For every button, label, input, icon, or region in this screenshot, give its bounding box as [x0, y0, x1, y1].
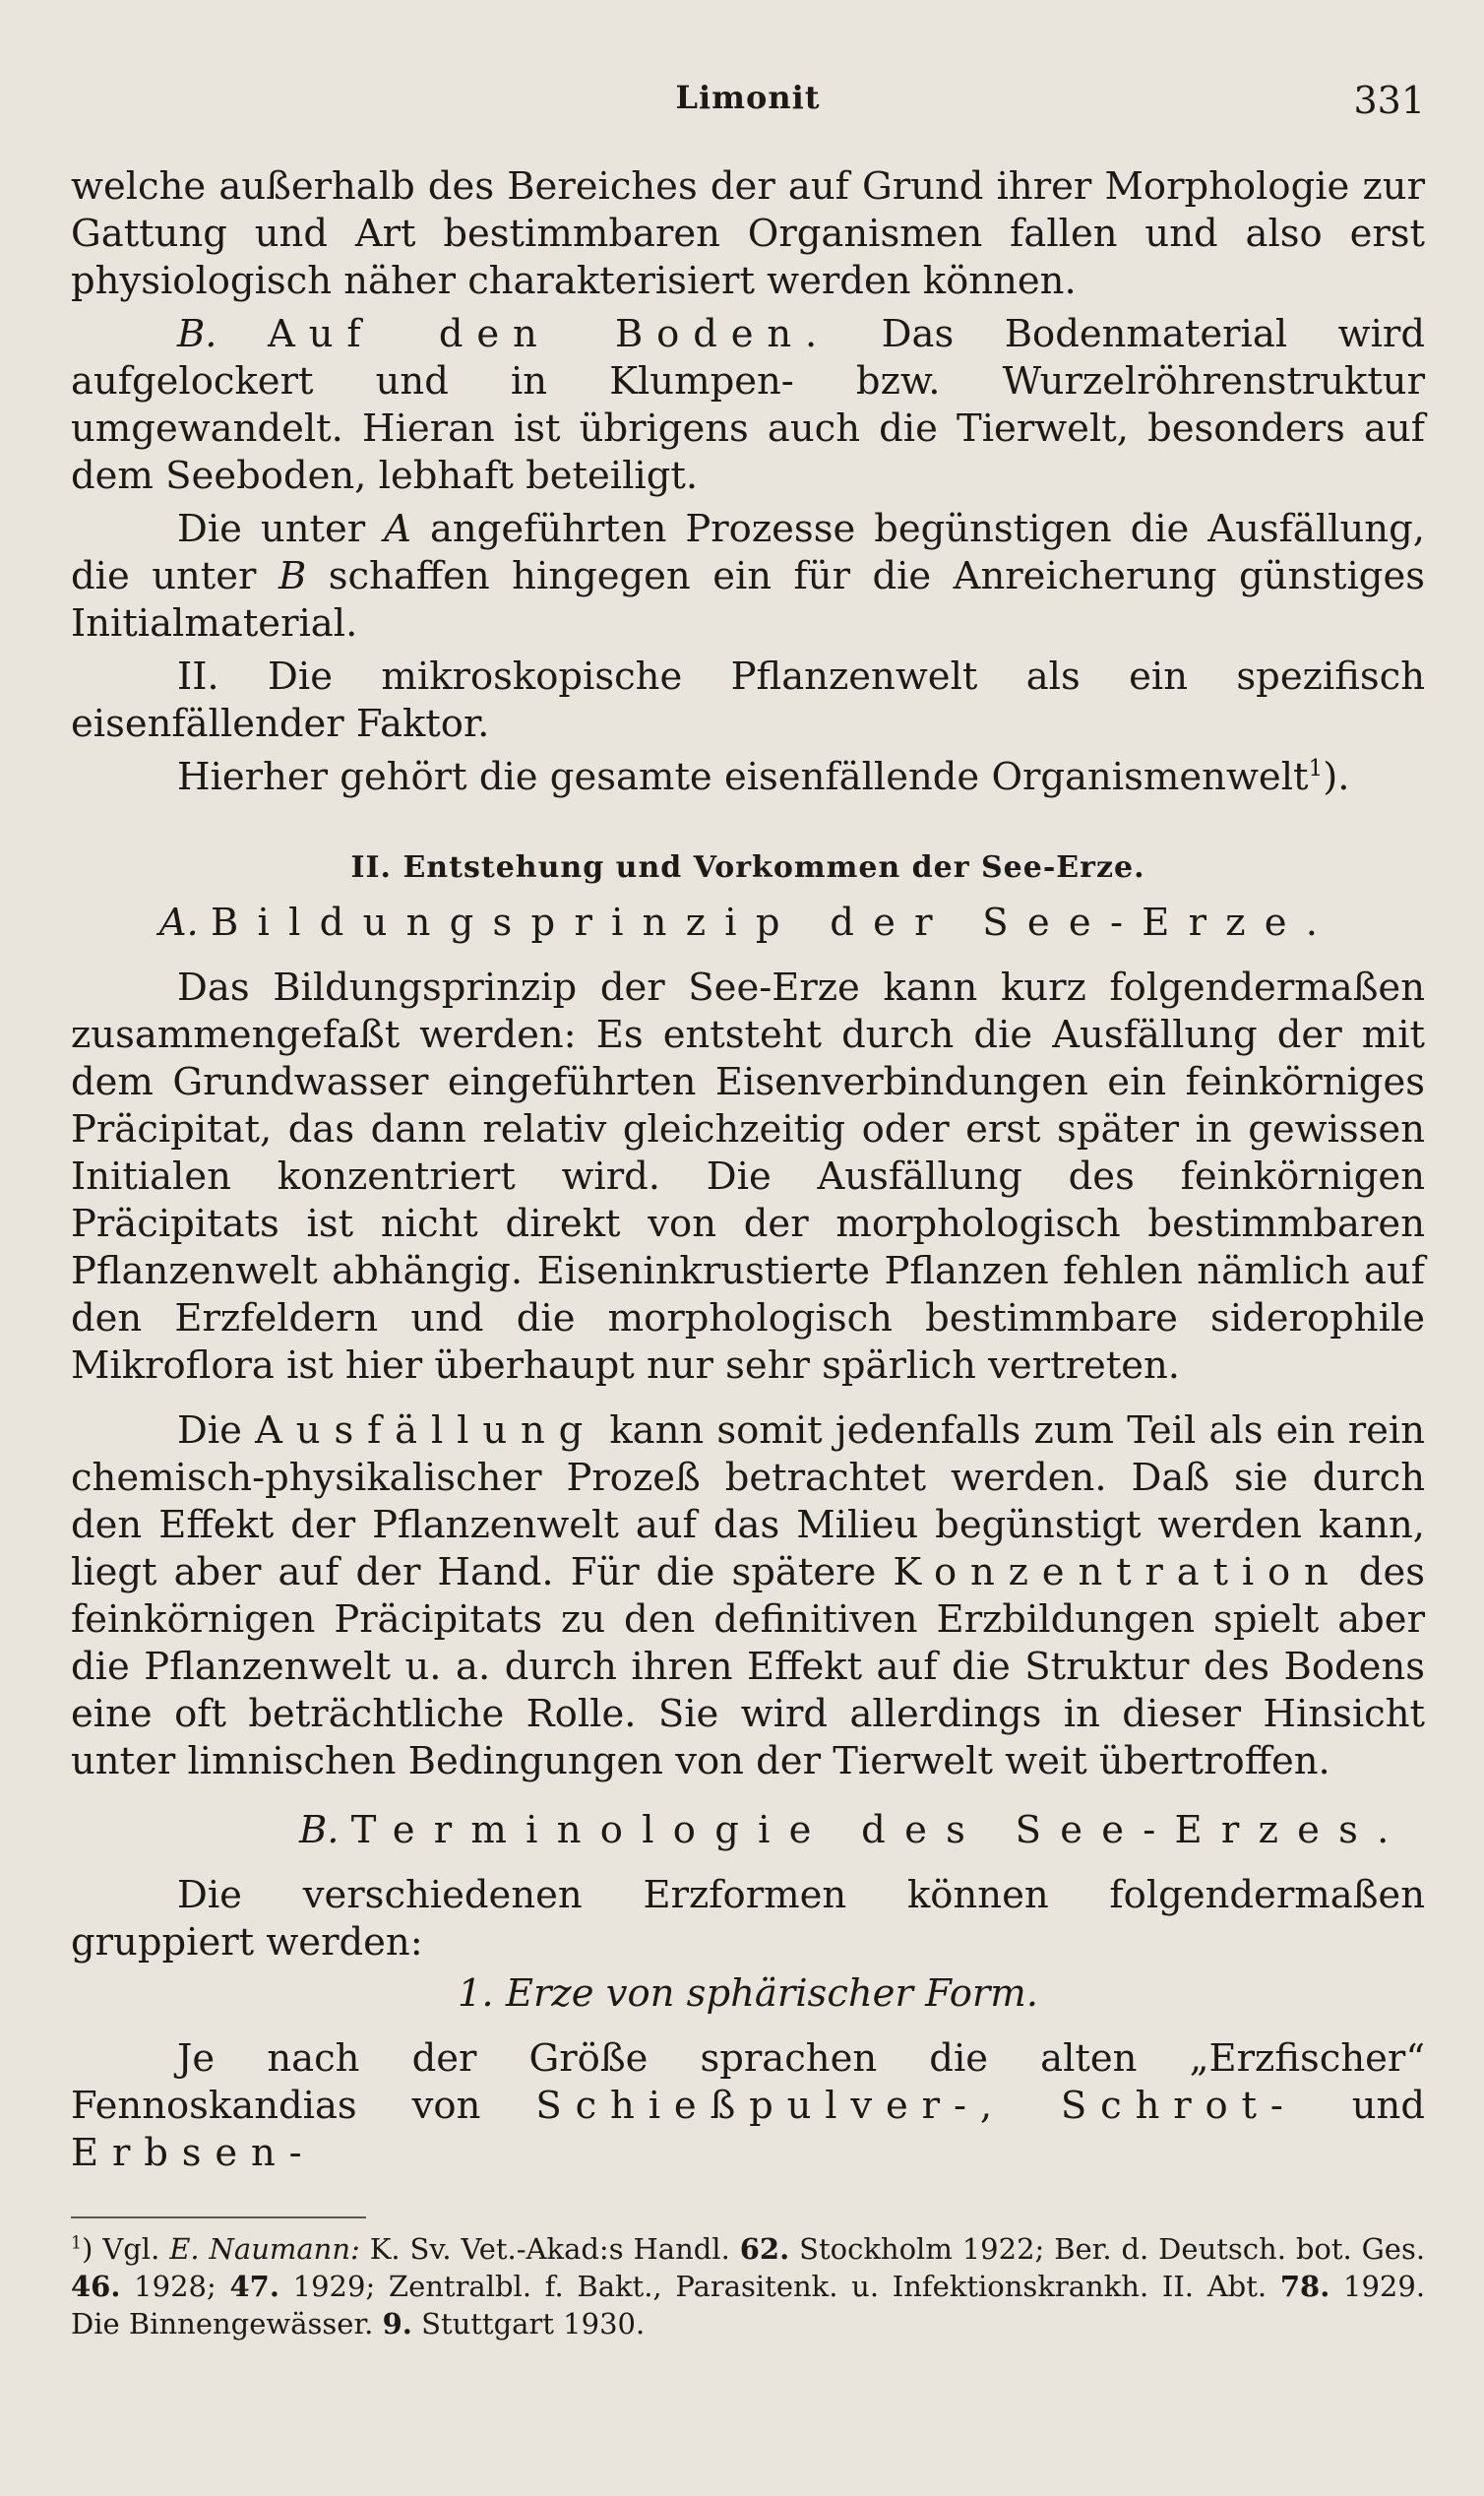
footnote-author: E. Naumann:	[169, 2232, 360, 2266]
paragraph-3	[71, 506, 1425, 648]
subheading-1-text: 1. Erze von sphärischer Form.	[457, 1971, 1039, 2016]
paragraph-7-text-a: Die	[177, 1408, 242, 1453]
subheading-b-title: Terminologie des See-Erzes.	[350, 1808, 1408, 1852]
paragraph-7-text-c: des feinkörnigen Präcipitats zu den definitiven Erzbildungen spielt aber die Pflanzenwelt u. a. durch ihren Effekt auf die Struktur des Bodens eine oft beträchtliche Rolle. Sie wird allerdings in dieser Hinsicht unter limnischen Bedingungen von der Tierwelt weit übertroffen.	[71, 1550, 1425, 1783]
paragraph-9-und: und	[1351, 2084, 1425, 2128]
footnote-volume-1: 62.	[739, 2232, 790, 2266]
spaced-schrot: Schrot-	[1060, 2084, 1297, 2128]
paragraph-3-text-b: angeführten Prozesse begünstigen die Ausfällung, die unter	[71, 507, 1425, 598]
paragraph-7	[71, 1407, 1425, 1785]
paragraph-2	[71, 311, 1425, 500]
paragraph-3-text-c: schaffen hingegen ein für die Anreicherung günstiges Initialmaterial.	[71, 554, 1425, 646]
footnote-text-d: 1928;	[134, 2270, 216, 2303]
footnote-volume-3: 47.	[229, 2270, 279, 2303]
body-text	[71, 163, 1425, 2177]
spaced-konzentration: Konzentration	[893, 1550, 1342, 1594]
footnote-text-e: 1929; Zentralbl. f. Bakt., Parasitenk. u. Infektionskrankh. II. Abt.	[292, 2270, 1268, 2303]
variable-a: A	[384, 507, 411, 551]
variable-b: B	[278, 554, 307, 598]
paragraph-5-end: ).	[1323, 755, 1350, 799]
spaced-heading-boden: Auf den Boden.	[268, 312, 832, 356]
footnote-volume-5: 9.	[382, 2307, 412, 2340]
subheading-b	[71, 1807, 1425, 1854]
footnote-rule	[71, 2216, 366, 2218]
footnote-text-a: ) Vgl.	[82, 2232, 160, 2266]
subheading-b-label: B.	[299, 1808, 340, 1852]
footnote-volume-2: 46.	[71, 2270, 121, 2303]
spaced-ausfaellung: Ausfällung	[255, 1408, 597, 1453]
paragraph-1: welche außerhalb des Bereiches der auf Grund ihrer Morphologie zur Gattung und Art bestimmbaren Organismen fallen und also erst physiologisch näher charakterisiert werden können.	[71, 164, 1425, 303]
paragraph-3-text-a: Die unter	[177, 507, 366, 551]
footnote-text-b: K. Sv. Vet.-Akad:s Handl.	[369, 2232, 730, 2266]
paragraph-2-text: Das Bodenmaterial wird aufgelockert und in Klumpen- bzw. Wurzelröhrenstruktur umgewandelt. Hieran ist übrigens auch die Tierwelt, besonders auf dem Seeboden, lebhaft beteiligt.	[71, 312, 1425, 498]
subheading-a-title: Bildungsprinzip der See-Erze.	[211, 901, 1337, 945]
paragraph-6: Das Bildungsprinzip der See-Erze kann kurz folgendermaßen zusammengefaßt werden: Es entsteht durch die Ausfällung der mit dem Grundwasser eingeführten Eisenverbindungen ein feinkörniges Präcipitat, das dann relativ gleichzeitig oder erst später in gewissen Initialen konzentriert wird. Die Ausfällung des feinkörnigen Präcipitats ist nicht direkt von der morphologisch bestimmbaren Pflanzenwelt abhängig. Eiseninkrustierte Pflanzen fehlen nämlich auf den Erzfeldern und die morphologisch bestimmbare siderophile Mikroflora ist hier überhaupt nur sehr spärlich vertreten.	[71, 966, 1425, 1388]
subheading-a-label: A.	[158, 901, 199, 945]
footnote-text-f: 1929. Die Binnengewässer.	[71, 2270, 1426, 2340]
paragraph-5	[71, 754, 1425, 801]
section-heading: II. Entstehung und Vorkommen der See-Erze.	[350, 850, 1145, 885]
spaced-schiesspulver: Schießpulver-,	[535, 2084, 1006, 2128]
label-b: B.	[177, 312, 217, 356]
paragraph-9-text-a: Je nach der Größe sprachen die alten „Erzfischer“ Fennoskandias von	[71, 2036, 1425, 2128]
paragraph-7-text-b: kann somit jedenfalls zum Teil als ein rein chemisch-physikalischer Prozeß betrachtet werden. Daß sie durch den Effekt der Pflanzenwelt auf das Milieu begünstigt werden kann, liegt aber auf der Hand. Für die spätere	[71, 1408, 1425, 1594]
paragraph-4: II. Die mikroskopische Pflanzenwelt als ein spezifisch eisenfällender Faktor.	[71, 655, 1425, 746]
footnote-volume-4: 78.	[1279, 2270, 1330, 2303]
footnote	[71, 2230, 1425, 2342]
footnote-marker: 1	[71, 2233, 83, 2254]
paragraph-5-text: Hierher gehört die gesamte eisenfällende Organismenwelt	[177, 755, 1309, 799]
page-header	[71, 79, 1425, 128]
subheading-a	[71, 900, 1425, 947]
footnote-text-c: Stockholm 1922; Ber. d. Deutsch. bot. Ges.	[799, 2232, 1426, 2266]
spaced-erbsen: Erbsen-	[71, 2131, 316, 2175]
footnote-text-g: Stuttgart 1930.	[421, 2307, 646, 2340]
paragraph-8: Die verschiedenen Erzformen können folgendermaßen gruppiert werden:	[71, 1873, 1425, 1965]
page-number: 331	[1353, 79, 1425, 122]
paragraph-9	[71, 2035, 1425, 2177]
running-head: Limonit	[675, 79, 821, 116]
subheading-1	[71, 1970, 1425, 2018]
footnote-ref: 1	[1308, 756, 1324, 782]
